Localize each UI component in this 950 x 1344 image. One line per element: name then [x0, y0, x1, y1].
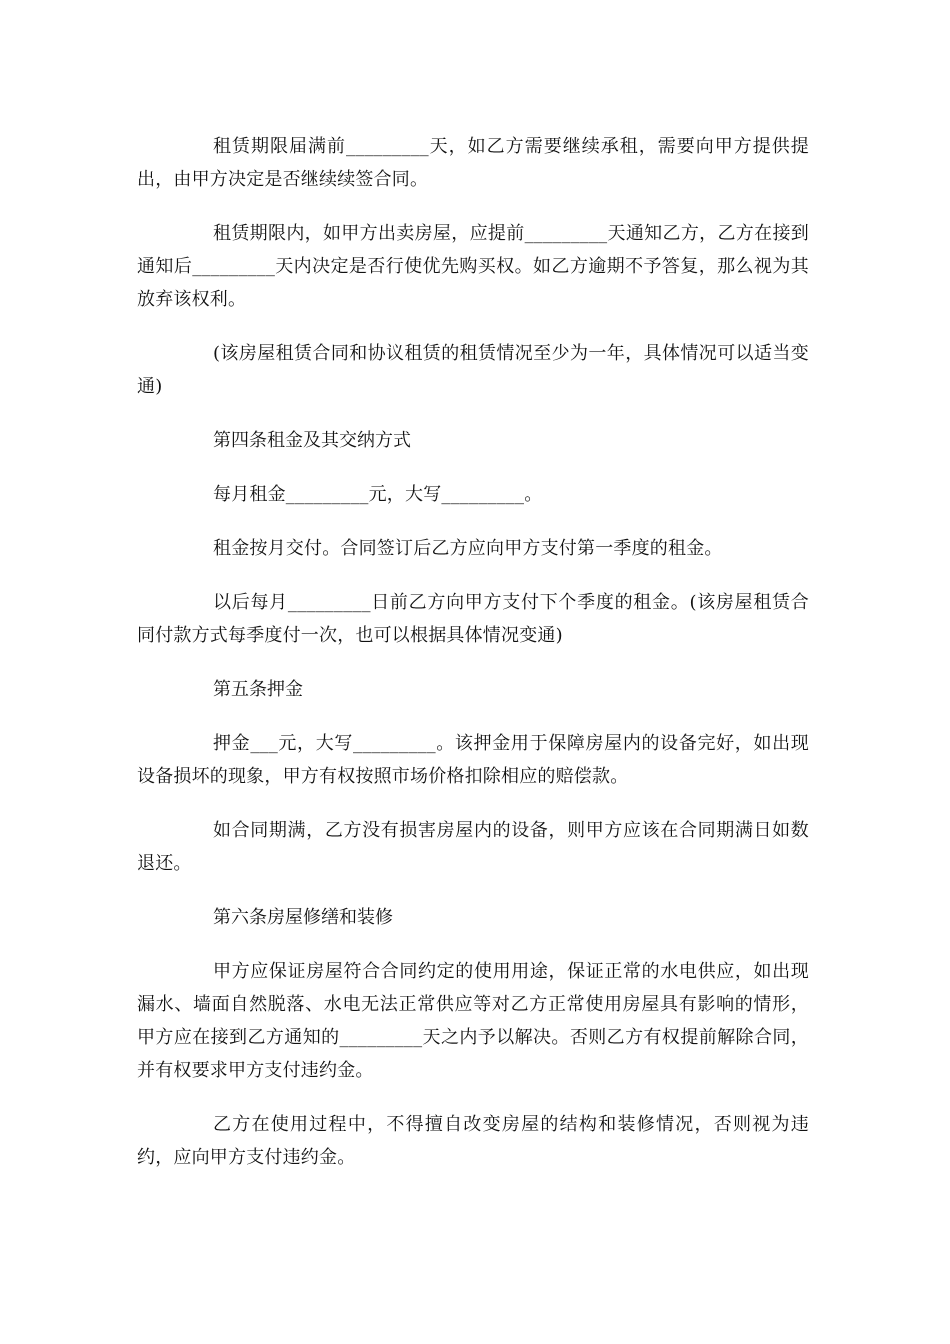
section-heading-deposit: 第五条押金 — [213, 679, 303, 700]
paragraph-preemptive-right: 租赁期限内，如甲方出卖房屋，应提前_________天通知乙方，乙方在接到通知后_________天内决定是否行使优先购买权。如乙方逾期不予答复，那么视为其放弃该权利。 — [137, 223, 809, 310]
paragraph-quarterly-payment: 以后每月_________日前乙方向甲方支付下个季度的租金。(该房屋租赁合同付款方式每季度付一次，也可以根据具体情况变通) — [137, 592, 809, 646]
section-heading-rent: 第四条租金及其交纳方式 — [213, 430, 411, 451]
section-heading-repairs: 第六条房屋修缮和装修 — [213, 907, 393, 928]
document-body — [137, 130, 809, 1195]
paragraph-lease-term-note: (该房屋租赁合同和协议租赁的租赁情况至少为一年，具体情况可以适当变通) — [137, 343, 809, 397]
paragraph-deposit-refund: 如合同期满，乙方没有损害房屋内的设备，则甲方应该在合同期满日如数退还。 — [137, 820, 809, 874]
paragraph-renewal-notice: 租赁期限届满前_________天，如乙方需要继续承租，需要向甲方提供提出，由甲方决定是否继续续签合同。 — [137, 136, 809, 190]
paragraph-landlord-repairs: 甲方应保证房屋符合合同约定的使用用途，保证正常的水电供应，如出现漏水、墙面自然脱落、水电无法正常供应等对乙方正常使用房屋具有影响的情形，甲方应在接到乙方通知的_________天之内予以解决。否则乙方有权提前解除合同，并有权要求甲方支付违约金。 — [137, 961, 809, 1081]
paragraph-deposit-amount: 押金___元，大写_________。该押金用于保障房屋内的设备完好，如出现设备损坏的现象，甲方有权按照市场价格扣除相应的赔偿款。 — [137, 733, 809, 787]
paragraph-rent-payment: 租金按月交付。合同签订后乙方应向甲方支付第一季度的租金。 — [213, 538, 723, 559]
paragraph-monthly-rent: 每月租金_________元，大写_________。 — [213, 484, 543, 505]
paragraph-tenant-alterations: 乙方在使用过程中，不得擅自改变房屋的结构和装修情况，否则视为违约，应向甲方支付违约金。 — [137, 1114, 809, 1168]
